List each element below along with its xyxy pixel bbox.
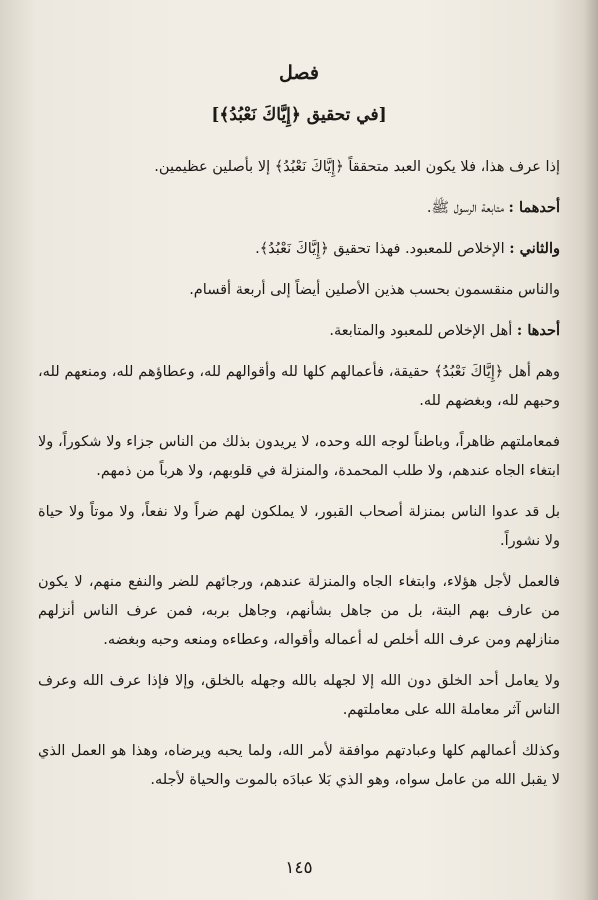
paragraph-text: فمعاملتهم ظاهراً، وباطناً لوجه الله وحده، لا يريدون بذلك من الناس جزاء ولا شكوراً، ولا ابتغاء الجاه عندهم، ولا طلب المحمدة، والمنزلة في قلوبهم، ولا هرباً من ذمهم. xyxy=(38,434,560,479)
paragraph xyxy=(38,357,560,416)
paragraph xyxy=(38,427,560,486)
paragraph-text: والناس منقسمون بحسب هذين الأصلين أيضاً إلى أربعة أقسام. xyxy=(189,282,560,298)
paragraph-text: بل قد عدوا الناس بمنزلة أصحاب القبور، لا يملكون لهم ضراً ولا نفعاً، ولا موتاً ولا حياة ولا نشوراً. xyxy=(38,504,560,549)
page-number: ١٤٥ xyxy=(285,858,313,878)
paragraph xyxy=(38,567,560,655)
paragraph xyxy=(38,275,560,305)
paragraph xyxy=(38,152,560,182)
paragraph-text: وكذلك أعمالهم كلها وعبادتهم موافقة لأمر الله، ولما يحبه ويرضاه، وهذا هو العمل الذي لا يقبل الله من عامل سواه، وهو الذي بَلا عبادَه بالموت والحياة لأجله. xyxy=(38,743,560,788)
paragraph-text: ولا يعامل أحد الخلق دون الله إلا لجهله بالله وجهله بالخلق، وإلا فإذا عرف الله وعرف الناس آثر معاملة الله على معاملتهم. xyxy=(38,673,560,718)
paragraph xyxy=(38,497,560,556)
section-subtitle: [في تحقيق ﴿إِيَّاكَ نَعْبُدُ﴾] xyxy=(211,105,387,125)
paragraph-lead: والثاني : xyxy=(509,240,560,257)
paragraph xyxy=(38,193,560,223)
paragraph-text: وهم أهل ﴿إِيَّاكَ نَعْبُدُ﴾ حقيقة، فأعمالهم كلها لله وأقوالهم لله، وعطاؤهم لله، ومنعهم لله، وحبهم لله، وبغضهم لله. xyxy=(38,364,560,409)
paragraph xyxy=(38,316,560,346)
paragraph-lead: أحدها : xyxy=(516,322,560,339)
paragraph xyxy=(38,736,560,795)
chapter-heading: فصل xyxy=(279,62,319,84)
paragraph xyxy=(38,234,560,264)
page-spine-shadow xyxy=(584,0,598,900)
body-text xyxy=(38,152,560,806)
paragraph-text: متابعة الرسول ﷺ. xyxy=(426,200,509,216)
paragraph-text: الإخلاص للمعبود. فهذا تحقيق ﴿إِيَّاكَ نَعْبُدُ﴾. xyxy=(255,241,510,257)
paragraph-lead: أحدهما : xyxy=(508,199,560,216)
paragraph-text: فالعمل لأجل هؤلاء، وابتغاء الجاه والمنزلة عندهم، ورجائهم للضر والنفع منهم، لا يكون من عارف بهم البتة، بل من جاهل بشأنهم، وجاهل بربه، فمن عرف الناس أنزلهم منازلهم ومن عرف الله أخلص له أعماله وأقواله، وعطاءه ومنعه وحبه وبغضه. xyxy=(38,574,560,648)
paragraph xyxy=(38,666,560,725)
paragraph-text: أهل الإخلاص للمعبود والمتابعة. xyxy=(329,323,517,339)
paragraph-text: إذا عرف هذا، فلا يكون العبد متحققاً ﴿إِيَّاكَ نَعْبُدُ﴾ إلا بأصلين عظيمين. xyxy=(154,159,560,175)
